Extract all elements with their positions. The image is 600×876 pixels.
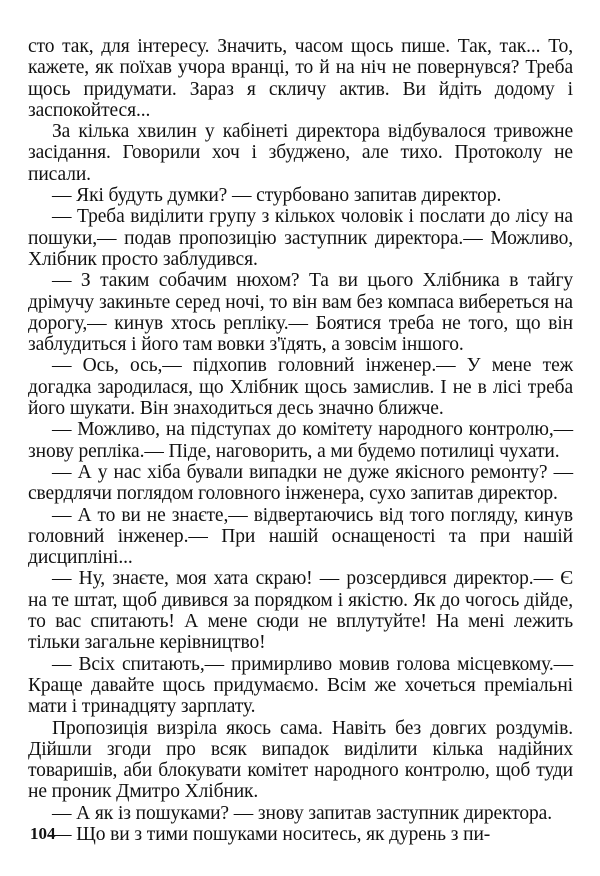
paragraph-11: — Всіх спитають,— примирливо мовив голова місцевкому.— Краще давайте щось придумаємо. Всім же хочеться преміальні мати і тринадцяту зарплату. xyxy=(28,653,573,718)
paragraph-1: сто так, для інтересу. Значить, часом щось пише. Так, так... То, кажете, як поїхав учора вранці, то й на ніч не повернувся? Треба щось придумати. Зараз я скличу актив. Ви йдіть додому і заспокойтеся... xyxy=(28,36,573,121)
paragraph-9: — А то ви не знаєте,— відвертаючись від того погляду, кинув головний інженер.— При нашій оснащеності та при нашій дисципліні... xyxy=(28,504,573,569)
paragraph-14: — Що ви з тими пошуками носитесь, як дурень з пи- xyxy=(52,823,491,845)
paragraph-8: — А у нас хіба бували випадки не дуже якісного ремонту? — свердлячи поглядом головного інженера, сухо запитав директор. xyxy=(28,461,573,505)
paragraph-6: — Ось, ось,— підхопив головний інженер.— У мене теж догадка зародилася, що Хлібник щось замислив. І не в лісі треба його шукати. Він знаходиться десь значно ближче. xyxy=(28,355,573,420)
paragraph-10: — Ну, знаєте, моя хата скраю! — розсердився директор.— Є на те штат, щоб дивився за порядком і якістю. Як до чогось дійде, то вас спитають! А мене сюди не вплутуйте! На мені лежить тільки загальне керівництво! xyxy=(28,568,573,654)
paragraph-7: — Можливо, на підступах до комітету народного контролю,— знову репліка.— Піде, наговорить, а ми будемо потилиці чухати. xyxy=(28,419,573,462)
paragraph-12: Пропозиція визріла якось сама. Навіть без довгих роздумів. Дійшли згоди про всяк випадок виділити кілька надійних товаришів, аби блокувати комітет народного контролю, щоб туди не проник Дмитро Хлібник. xyxy=(28,717,573,803)
paragraph-13: — А як із пошуками? — знову запитав заступник директора. xyxy=(52,802,552,824)
paragraph-3: — Які будуть думки? — стурбовано запитав директор. xyxy=(52,185,502,207)
paragraph-4: — Треба виділити групу з кількох чоловік і послати до лісу на пошуки,— подав пропозицію заступник директора.— Можливо, Хлібник просто заблудився. xyxy=(28,206,573,270)
page-number: 104 xyxy=(30,824,56,843)
paragraph-5: — З таким собачим нюхом? Та ви цього Хлібника в тайгу дрімучу закиньте серед ночі, то він вам без компаса вибереться на дорогу,— кинув хтось репліку.— Боятися треба не того, що він заблудиться і його там вовки з'їдять, а зовсім іншого. xyxy=(28,270,573,356)
page-text xyxy=(28,36,573,845)
paragraph-2: За кілька хвилин у кабінеті директора відбувалося тривожне засідання. Говорили хоч і збуджено, але тихо. Протоколу не писали. xyxy=(28,121,573,185)
